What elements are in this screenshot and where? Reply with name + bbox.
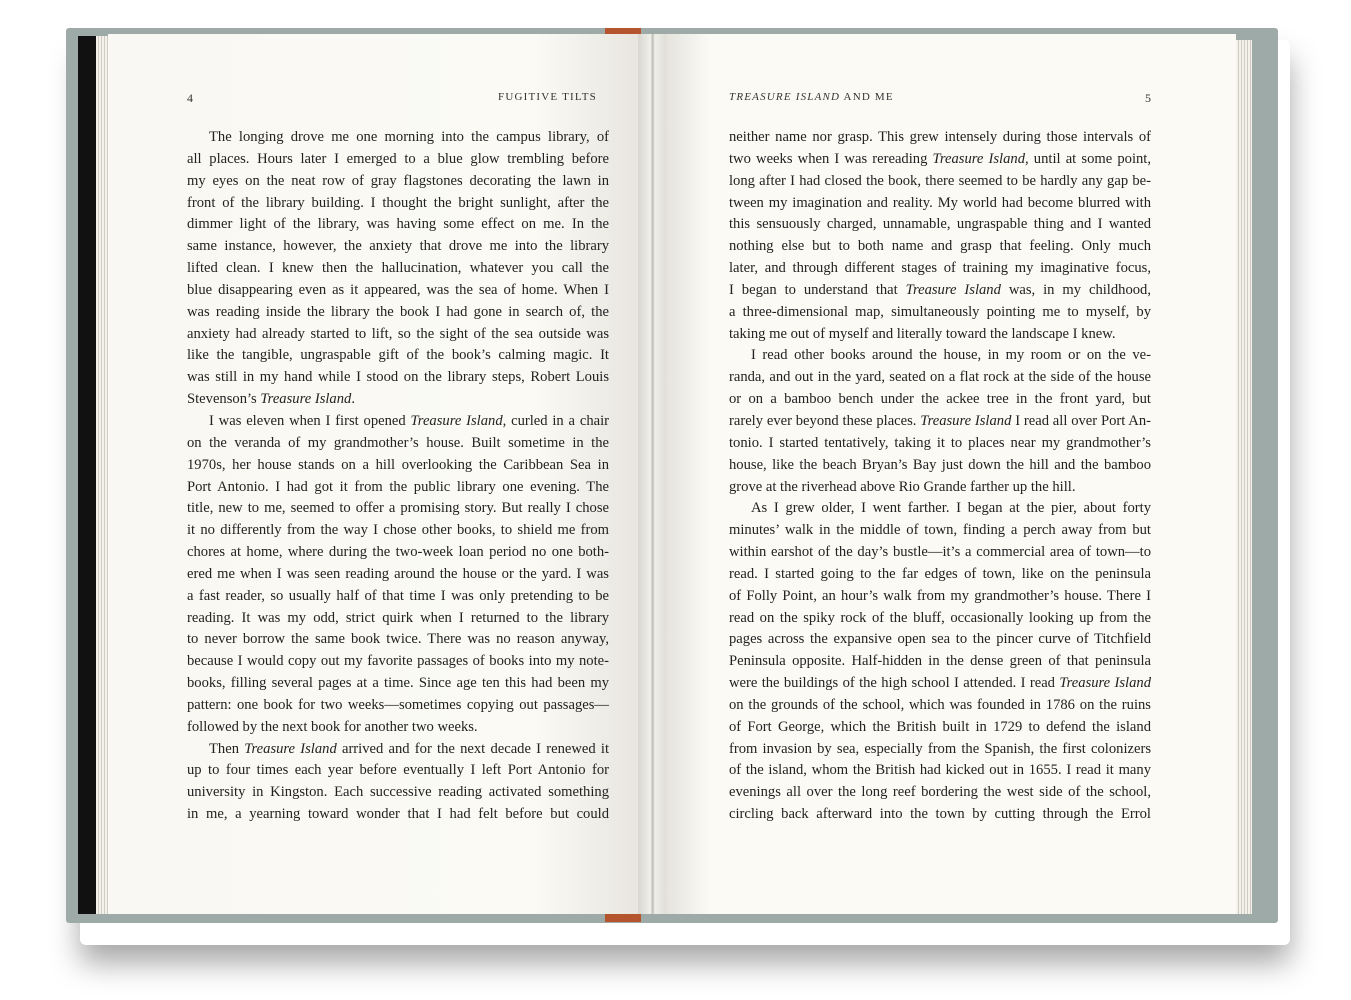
text-line [187,389,609,411]
text-line [729,411,1151,433]
line-text: grove at the riverhead above Rio Grande farther up the hill. [729,478,1076,495]
line-text: same instance, however, the anxiety that drove me into the library [187,238,609,255]
line-text: blue disappearing even as it appeared, was the sea of home. When I [187,281,609,298]
text-line [187,695,609,717]
line-text: was still in my hand while I stood on the library steps, Robert Louis [187,369,609,386]
text-line [187,564,609,586]
line-text: Stevenson’s [187,391,261,408]
right-page-number: 5 [1145,91,1151,105]
line-text: within earshot of the day’s bustle—it’s a commercial area of town—to [729,544,1151,561]
text-line [187,760,609,782]
text-line [187,127,609,149]
line-text: all places. Hours later I emerged to a blue glow trembling before [187,150,609,167]
line-text: or on a bamboo bench under the ackee tree in the front yard, but [729,391,1151,408]
line-text: taking me out of myself and literally toward the landscape I knew. [729,325,1116,342]
line-text-after: arrived and for the next decade I renewed it [336,740,610,757]
text-line [729,214,1151,236]
text-line [187,477,609,499]
line-text: later, and through different stages of training my imaginative focus, [729,260,1151,277]
line-text: ered me when I was seen reading around the house or the yard. I was [187,565,609,582]
text-line [187,258,609,280]
line-text: followed by the next book for another two weeks. [187,718,478,735]
line-text: minutes’ walk in the middle of town, finding a perch away from but [729,522,1151,539]
text-line [729,367,1151,389]
line-text: Peninsula opposite. Half-hidden in the dense green of that peninsula [729,653,1151,670]
text-line [729,673,1151,695]
line-text: circling back afterward into the town by cutting through the Errol [729,806,1151,823]
text-line [729,127,1151,149]
line-text: books, filling several pages at a time. Since age ten this had been my [187,675,609,692]
line-text: was reading inside the library the book I had gone in search of, the [187,303,609,320]
line-text: rarely ever beyond these places. [729,412,921,429]
text-line [729,629,1151,651]
text-line [729,477,1151,499]
line-text: dimmer light of the library, was having some effect on me. In the [187,216,609,233]
line-text: university in Kingston. Each successive reading activated something [187,784,609,801]
line-text: of the island, whom the British had kicked out in 1655. I read it many [729,762,1151,779]
text-line [187,629,609,651]
line-text: from invasion by sea, especially from the Spanish, the first colonizers [729,740,1151,757]
text-line [187,673,609,695]
text-line [729,236,1151,258]
line-text: As I grew older, I went farther. I began at the pier, about forty [751,500,1151,517]
line-text-after: was, in my childhood, [1000,281,1151,298]
line-text: it no differently from the way I chose other books, to shield me from [187,522,609,539]
text-line [187,586,609,608]
text-line [187,804,609,826]
line-text-after: , curled in a chair [502,412,610,429]
text-line [187,411,609,433]
text-line [187,149,609,171]
text-line [187,498,609,520]
text-line [187,717,609,739]
line-text: up to four times each year before eventually I left Port Antonio for [187,762,609,779]
text-line [187,542,609,564]
left-page-body [187,127,609,826]
left-running-head: FUGITIVE TILTS [498,91,597,103]
line-text: Port Antonio. I had got it from the public library one evening. The [187,478,609,495]
italic-title: Treasure Island [244,740,337,757]
line-text: The longing drove me one morning into the campus library, of [209,129,609,145]
italic-title: Treasure Island [260,391,352,408]
line-text: on the veranda of my grandmother’s house. Built sometime in the [187,434,609,451]
text-line [729,564,1151,586]
text-line [187,214,609,236]
line-text: on the grounds of the school, which was founded in 1786 on the ruins [729,696,1151,713]
line-text: front of the library building. I thought the bright sunlight, after the [187,194,609,211]
line-text: were the buildings of the high school I attended. I read [729,675,1060,692]
line-text: anxiety had already started to lift, so the sight of the sea outside was [187,325,609,342]
text-line [187,651,609,673]
text-line [729,804,1151,826]
line-text: tonio. I started tentatively, taking it to places near my grandmother’s [729,434,1151,451]
text-line [729,389,1151,411]
line-text-after: , until at some point, [1025,150,1151,167]
text-line [729,455,1151,477]
line-text: a three-dimensional map, simultaneously pointing me to myself, by [729,303,1151,320]
line-text: of Fort George, which the British built in 1729 to defend the island [729,718,1151,735]
text-line [729,586,1151,608]
line-text: title, new to me, seemed to offer a promising story. But really I chose [187,500,609,517]
text-line [187,367,609,389]
line-text: this sensuously charged, unnamable, ungraspable thing and I wanted [729,216,1151,233]
italic-title: Treasure Island [932,150,1025,167]
text-line [729,608,1151,630]
text-line [187,171,609,193]
italic-title: Treasure Island [905,281,1001,298]
line-text: reading. It was my odd, strict quirk when I returned to the library [187,609,609,626]
line-text: randa, and out in the yard, seated on a flat rock at the side of the house [729,369,1151,386]
line-text: because I would copy out my favorite passages of books into my note- [187,653,609,670]
line-text: tween my imagination and reality. My world had become blurred with [729,194,1151,211]
text-line [187,608,609,630]
line-text: to never borrow the same book twice. There was no reason anyway, [187,631,609,648]
text-line [729,324,1151,346]
left-page-number: 4 [187,91,193,105]
text-line [729,302,1151,324]
line-text-after: . [351,391,355,408]
line-text: a fast reader, so usually half of that time I was only pretending to be [187,587,609,604]
line-text: lifted clean. I knew then the hallucination, whatever you call the [187,260,609,277]
text-line [187,302,609,324]
right-running-head-rest: AND ME [840,91,894,103]
text-line [187,433,609,455]
line-text: I was eleven when I first opened [209,412,411,429]
line-text: read. I started going to the far edges of town, like on the peninsula [729,565,1151,582]
text-line [729,433,1151,455]
text-line [729,739,1151,761]
text-line [187,345,609,367]
text-line [187,280,609,302]
line-text: two weeks when I was rereading [729,150,933,167]
line-text: pattern: one book for two weeks—sometimes copying out passages— [187,696,609,713]
italic-title: Treasure Island [920,412,1012,429]
right-page-body [729,127,1151,826]
line-text: neither name nor grasp. This grew intensely during those intervals of [729,129,1151,145]
text-line [729,760,1151,782]
italic-title: Treasure Island [410,412,503,429]
line-text: of Folly Point, an hour’s walk from my grandmother’s house. There I [729,587,1151,604]
line-text: in me, a yearning toward wonder that I had felt before but could [187,806,609,823]
line-text: my eyes on the neat row of gray flagstones decorating the lawn in [187,172,609,189]
line-text: evenings all over the long reef bordering the west side of the school, [729,784,1151,801]
text-line [187,520,609,542]
text-line [187,193,609,215]
text-line [729,345,1151,367]
line-text: pages across the expansive open sea to the pincer curve of Titchfield [729,631,1151,648]
text-line [729,149,1151,171]
line-text: Then [209,740,245,757]
text-line [729,498,1151,520]
text-line [729,717,1151,739]
text-line [729,542,1151,564]
text-line [187,782,609,804]
text-line [729,193,1151,215]
text-line [729,280,1151,302]
text-line [187,236,609,258]
book-gutter [638,34,666,914]
italic-title: Treasure Island [1059,675,1151,692]
line-text: nothing else but to both name and grasp that feeling. Only much [729,238,1151,255]
line-text: 1970s, her house stands on a hill overlooking the Caribbean Sea in [187,456,609,473]
line-text: I began to understand that [729,281,906,298]
line-text: long after I had closed the book, there seemed to be hardly any gap be- [729,172,1151,189]
text-line [729,651,1151,673]
line-text: like the tangible, ungraspable gift of the book’s calming magic. It [187,347,609,364]
text-line [187,739,609,761]
text-line [187,455,609,477]
line-text: house, like the beach Bryan’s Bay just down the hill and the bamboo [729,456,1151,473]
text-line [729,258,1151,280]
text-line [729,520,1151,542]
text-line [729,171,1151,193]
line-text: I read other books around the house, in my room or on the ve- [751,347,1151,364]
line-text: chores at home, where during the two-week loan period no one both- [187,544,609,561]
text-line [729,695,1151,717]
line-text: read on the spiky rock of the bluff, occasionally looking up from the [729,609,1151,626]
text-line [729,782,1151,804]
right-running-head [729,91,894,103]
right-running-head-italic: TREASURE ISLAND [729,91,841,103]
text-line [187,324,609,346]
line-text-after: I read all over Port An- [1011,412,1151,429]
